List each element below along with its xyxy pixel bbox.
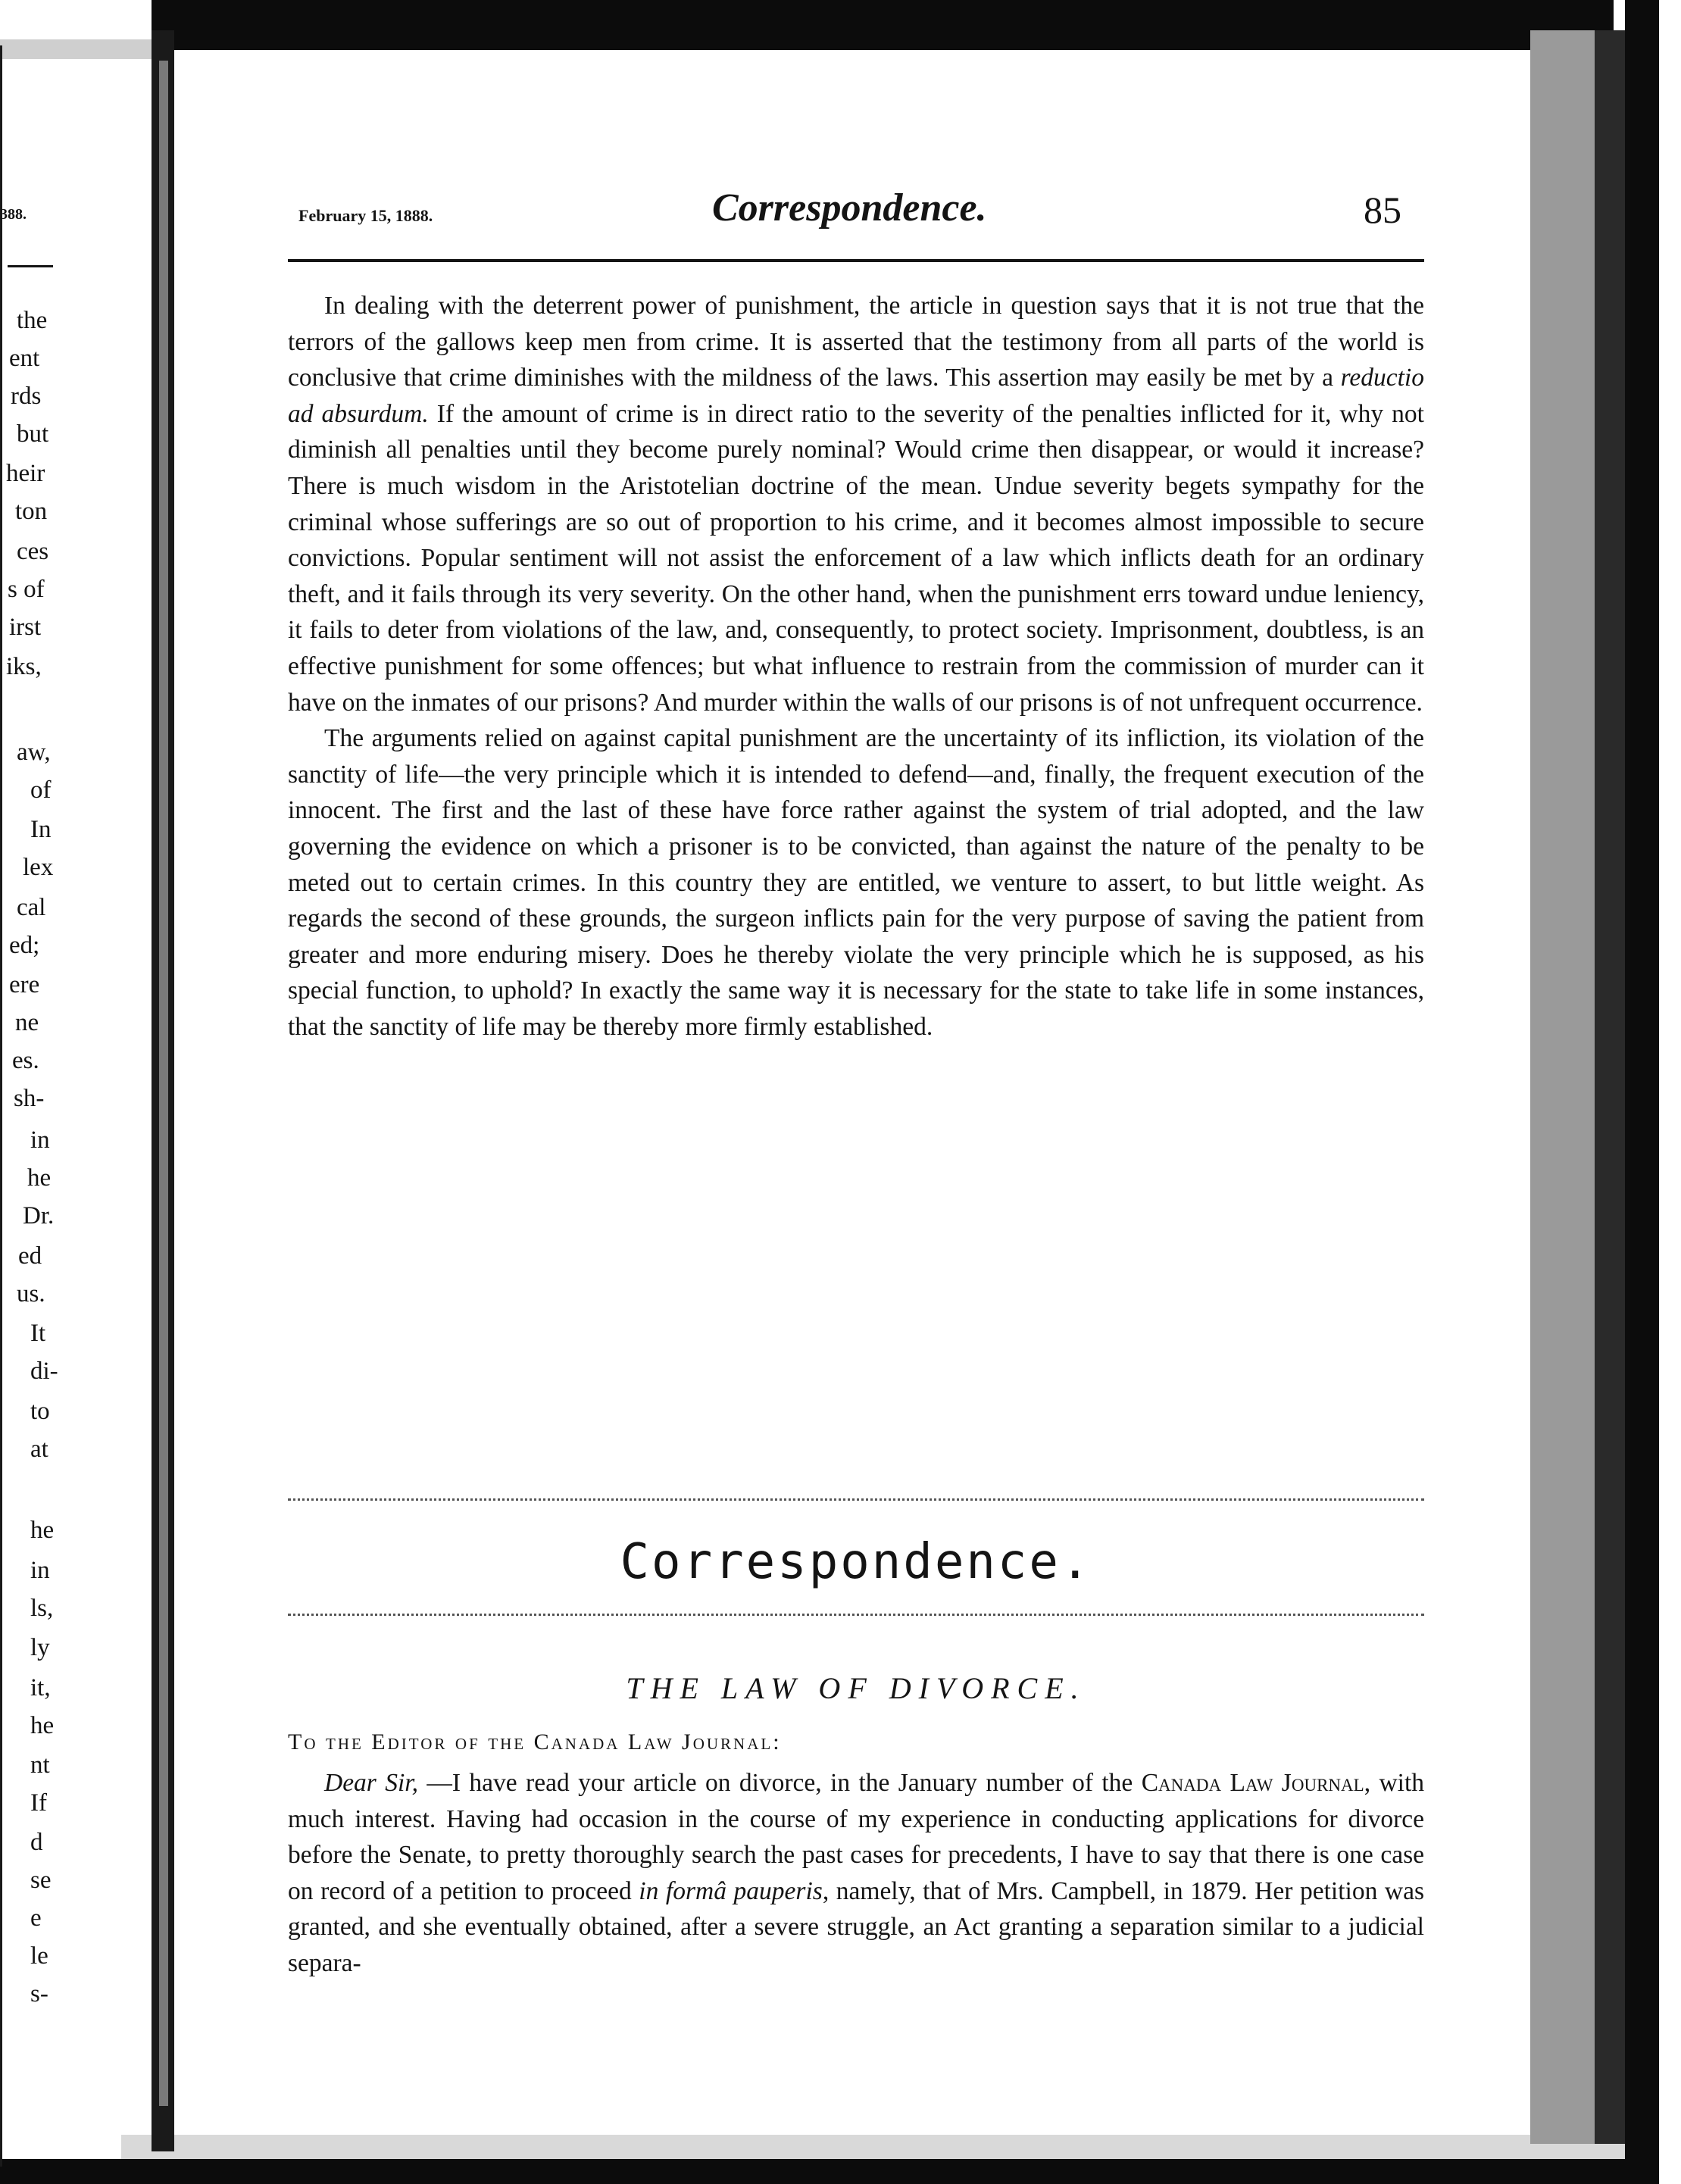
header-rule (288, 259, 1424, 262)
previous-page-header: 388. (0, 206, 27, 223)
previous-page-fragment-9: iks, (6, 653, 42, 680)
previous-page-fragment-32: ly (30, 1634, 50, 1661)
previous-page-fragment-13: lex (23, 854, 54, 881)
previous-page-fragment-8: irst (9, 614, 42, 641)
previous-page-fragment-12: In (30, 816, 52, 843)
previous-page-fragment-41: s- (30, 1980, 48, 2007)
previous-page-fragment-22: Dr. (23, 1202, 55, 1229)
previous-page-fragment-30: in (30, 1557, 50, 1584)
book-gutter-texture (159, 61, 168, 2106)
previous-page-fragment (0, 0, 152, 2184)
paragraph-1-start: In dealing with the deterrent power of punishment, the article in question says that it is not true that the terrors of the gallows keep men from crime. It is asserted that the testimony from all parts of the world is conclusive that crime diminishes with the mildness of the laws. This assertion may easily be met by a (288, 292, 1424, 392)
letter-title: THE LAW OF DIVORCE. (626, 1671, 1086, 1705)
previous-page-fragment-2: rds (11, 383, 42, 410)
previous-page-fragment-36: If (30, 1789, 47, 1817)
letter-text-a: —I have read your article on divorce, in the January number of the (418, 1769, 1142, 1797)
paragraph-1 (288, 288, 1424, 720)
previous-page-fragment-7: s of (8, 576, 45, 603)
previous-page-fragment-16: ere (9, 971, 40, 998)
previous-page-fragment-1: ent (9, 345, 40, 372)
scan-border-top (152, 0, 1614, 50)
section-divider-bottom (288, 1614, 1424, 1616)
latin-phrase-2: in formâ pauperis (639, 1876, 823, 1905)
previous-page-fragment-0: the (17, 307, 48, 334)
running-date: February 15, 1888. (298, 206, 433, 225)
previous-page-fragment-11: of (30, 776, 52, 804)
scan-margin-right (1659, 0, 1681, 2184)
previous-page-fragment-31: ls, (30, 1595, 54, 1622)
previous-page-fragment-38: se (30, 1867, 52, 1894)
previous-page-fragment-14: cal (17, 894, 46, 921)
previous-page-fragment-28: at (30, 1436, 48, 1463)
letter-text-b: , with much interest. Having had occasion in the course of my experience in conducting applications for divorce before the Senate, to pretty thoroughly search the past cases for precedents, I have to say that there is one case on record of a petition to proceed (288, 1769, 1425, 1905)
previous-page-fragment-26: di- (30, 1358, 58, 1385)
previous-page-rule (8, 265, 53, 267)
previous-page-fragment-6: ces (17, 538, 49, 565)
section-heading: Correspondence. (620, 1534, 1092, 1590)
previous-page-fragment-18: es. (12, 1047, 39, 1074)
previous-page-fragment-3: but (17, 420, 49, 448)
previous-page-fragment-39: e (30, 1904, 42, 1932)
article-body (288, 288, 1424, 1045)
previous-page-fragment-4: heir (6, 460, 45, 487)
page-number: 85 (1364, 189, 1401, 231)
scan-border-bottom (0, 2159, 1681, 2184)
previous-page-fragment-19: sh- (14, 1085, 45, 1112)
running-title: Correspondence. (712, 186, 987, 230)
latin-phrase: reductio ad absurdum. (288, 364, 1424, 428)
previous-page-fragment-5: ton (15, 498, 48, 525)
previous-page-fragment-37: d (30, 1829, 43, 1856)
letter-greeting: Dear Sir, (324, 1769, 418, 1797)
previous-page-fragment-35: nt (30, 1751, 50, 1779)
previous-page-fragment-34: he (30, 1712, 55, 1739)
previous-page-fragment-17: ne (15, 1009, 39, 1036)
previous-page-fragment-24: us. (17, 1280, 45, 1308)
letter-salutation: To the Editor of the Canada Law Journal: (288, 1729, 782, 1754)
previous-page-fragment-23: ed (18, 1242, 42, 1270)
previous-page-fragment-27: to (30, 1398, 50, 1425)
previous-page-fragment-10: aw, (17, 739, 51, 766)
scan-shadow-bottom (121, 2135, 1636, 2159)
paragraph-2: The arguments relied on against capital punishment are the uncertainty of its infliction, its violation of the sanctity of life—the very principle which it is intended to defend—and, finally, the frequent execution of the innocent. The first and the last of these have force rather against the system of trial adopted, and the law governing the evidence on which a prisoner is to be convicted, than against the nature of the penalty to be meted out to certain crimes. In this country they are entitled, we venture to assert, to but little weight. As regards the second of these grounds, the surgeon inflicts pain for the very purpose of saving the patient from greater and more enduring misery. Does he thereby violate the very principle which he is supposed, as his special function, to uphold? In exactly the same way it is necessary for the state to take life in some instances, that the sanctity of life may be thereby more firmly established. (288, 724, 1424, 1041)
letter-body (288, 1765, 1424, 1982)
journal-name: Canada Law Journal (1141, 1769, 1364, 1797)
paragraph-1-end: If the amount of crime is in direct ratio to the severity of the penalties inflicted for it, why not diminish all penalties until they become purely nominal? Would crime then disappear, or would it increase? There is much wisdom in the Aristotelian doctrine of the mean. Undue severity begets sympathy for the criminal whose sufferings are so out of proportion to his crime, and it becomes almost impossible to secure convictions. Popular sentiment will not assist the enforcement of a law which inflicts death for an ordinary theft, and it fails through its very severity. On the other hand, when the punishment errs toward undue leniency, it fails to deter from violations of the law, and, consequently, to protect society. Imprisonment, doubtless, is an effective punishment for some offences; but what influence to restrain from the commission of murder can it have on the inmates of our prisons? And murder within the walls of our prisons is of not unfrequent occurrence. (288, 399, 1424, 717)
previous-page-fragment-33: it, (30, 1674, 51, 1701)
previous-page-fragment-15: ed; (9, 932, 40, 959)
section-divider-top (288, 1498, 1424, 1501)
previous-page-fragment-20: in (30, 1126, 50, 1154)
previous-page-fragment-29: he (30, 1517, 55, 1544)
letter-paragraph (288, 1765, 1424, 1982)
previous-page-fragment-25: It (30, 1320, 46, 1347)
letter-text-c: , namely, that of Mrs. Campbell, in 1879. Her petition was granted, and she eventually obtained, after a severe struggle, an Act granting a separation similar to a judicial separa- (288, 1876, 1424, 1977)
previous-page-fragment-40: le (30, 1942, 48, 1970)
scan-shadow-right (1595, 30, 1625, 2144)
previous-page-fragment-21: he (27, 1164, 52, 1192)
